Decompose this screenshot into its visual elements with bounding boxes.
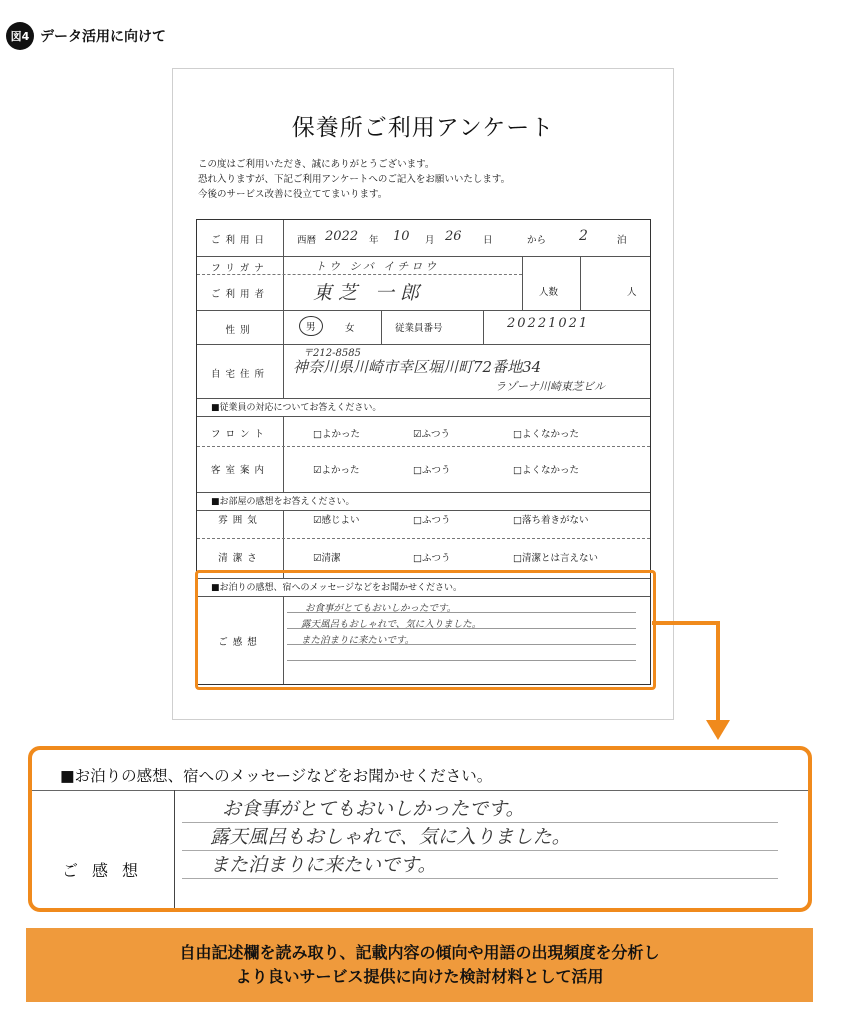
front-option-bad: □よくなかった [513,429,579,440]
summary-banner [26,928,813,1002]
figure-header [6,22,166,50]
connector-line [652,621,720,625]
highlight-frame [195,570,656,690]
front-option-normal: ☑ふつう [413,429,451,440]
form-intro [198,157,510,202]
cleanliness-label: 清潔さ [218,553,262,564]
cleanliness-option-normal: □ふつう [413,553,451,564]
people-label: 人数 [539,287,559,298]
address-line1: 神奈川県川崎市幸区堀川町72番地34 [293,358,542,376]
from-label: から [527,235,547,246]
impression-line: お食事がとてもおいしかったです。 [305,603,457,614]
people-unit: 人 [627,287,637,298]
postal-code: 〒212-8585 [303,348,361,359]
front-label: フロント [210,429,269,440]
figure-title: データ活用に向けて [40,29,166,45]
address-label: 自宅住所 [210,369,269,380]
zoom-impressions-label: ご感想 [62,861,153,880]
zoom-impression-line: お食事がとてもおいしかったです。 [222,798,525,820]
zoom-impression-line: また泊まりに来たいです。 [210,854,437,876]
atmosphere-option-bad: □落ち着きがない [513,515,589,526]
form-title: 保養所ご利用アンケート [291,115,555,141]
intro-line: 恐れ入りますが、下記ご利用アンケートへのご記入をお願いいたします。 [198,174,511,185]
address-line2: ラゾーナ川崎東芝ビル [495,380,605,393]
guide-option-bad: □よくなかった [513,465,579,476]
impression-line: また泊まりに来たいです。 [301,635,415,646]
intro-line: この度はご利用いただき、誠にありがとうございます。 [198,159,435,170]
zoom-impression-line: 露天風呂もおしゃれで、気に入りました。 [210,826,571,848]
cleanliness-option-bad: □清潔とは言えない [513,553,598,564]
day-value: 26 [445,229,462,244]
gender-female-option: 女 [345,323,355,334]
furigana-value: トウ シバ イチロウ [315,260,440,273]
figure-badge: 図4 [6,22,34,50]
gender-label: 性別 [225,325,255,336]
room-guide-label: 客室案内 [210,465,269,476]
impressions-label: ご感想 [218,637,262,648]
connector-line [716,621,720,721]
era-label: 西暦 [297,235,317,246]
guide-option-good: ☑よかった [313,465,360,476]
guide-option-normal: □ふつう [413,465,451,476]
impression-line: 露天風呂もおしゃれで、気に入りました。 [301,619,482,630]
furigana-label: フリガナ [211,263,269,274]
banner-line: より良いサービス提供に向けた検討材料として活用 [235,967,604,986]
month-value: 10 [393,229,410,244]
user-name-value: 東芝 一郎 [313,282,426,304]
usage-date-label: ご利用日 [210,235,269,246]
day-unit: 日 [483,235,493,246]
employee-number-label: 従業員番号 [395,323,443,334]
banner-line: 自由記述欄を読み取り、記載内容の傾向や用語の出現頻度を分析し [179,943,660,962]
nights-unit: 泊 [617,235,627,246]
front-option-good: □よかった [313,429,360,440]
nights-value: 2 [579,228,588,244]
arrow-down-icon [706,720,730,740]
intro-line: 今後のサービス改善に役立ててまいります。 [198,189,388,200]
room-section-heading: ■お部屋の感想をお答えください。 [211,497,355,507]
month-unit: 月 [425,235,435,246]
zoomed-impressions-panel [28,746,812,912]
atmosphere-option-normal: □ふつう [413,515,451,526]
year-unit: 年 [369,235,379,246]
year-value: 2022 [325,229,359,244]
staff-section-heading: ■従業員の対応についてお答えください。 [211,403,382,413]
employee-number-value: 20221021 [507,316,590,331]
atmosphere-label: 雰囲気 [218,515,262,526]
atmosphere-option-good: ☑感じよい [313,515,360,526]
gender-male-option: 男 [299,316,323,336]
message-section-heading: ■お泊りの感想、宿へのメッセージなどをお聞かせください。 [211,583,462,593]
user-label: ご利用者 [210,289,269,300]
cleanliness-option-good: ☑清潔 [313,553,341,564]
zoom-section-heading: ■お泊りの感想、宿へのメッセージなどをお聞かせください。 [60,767,493,785]
